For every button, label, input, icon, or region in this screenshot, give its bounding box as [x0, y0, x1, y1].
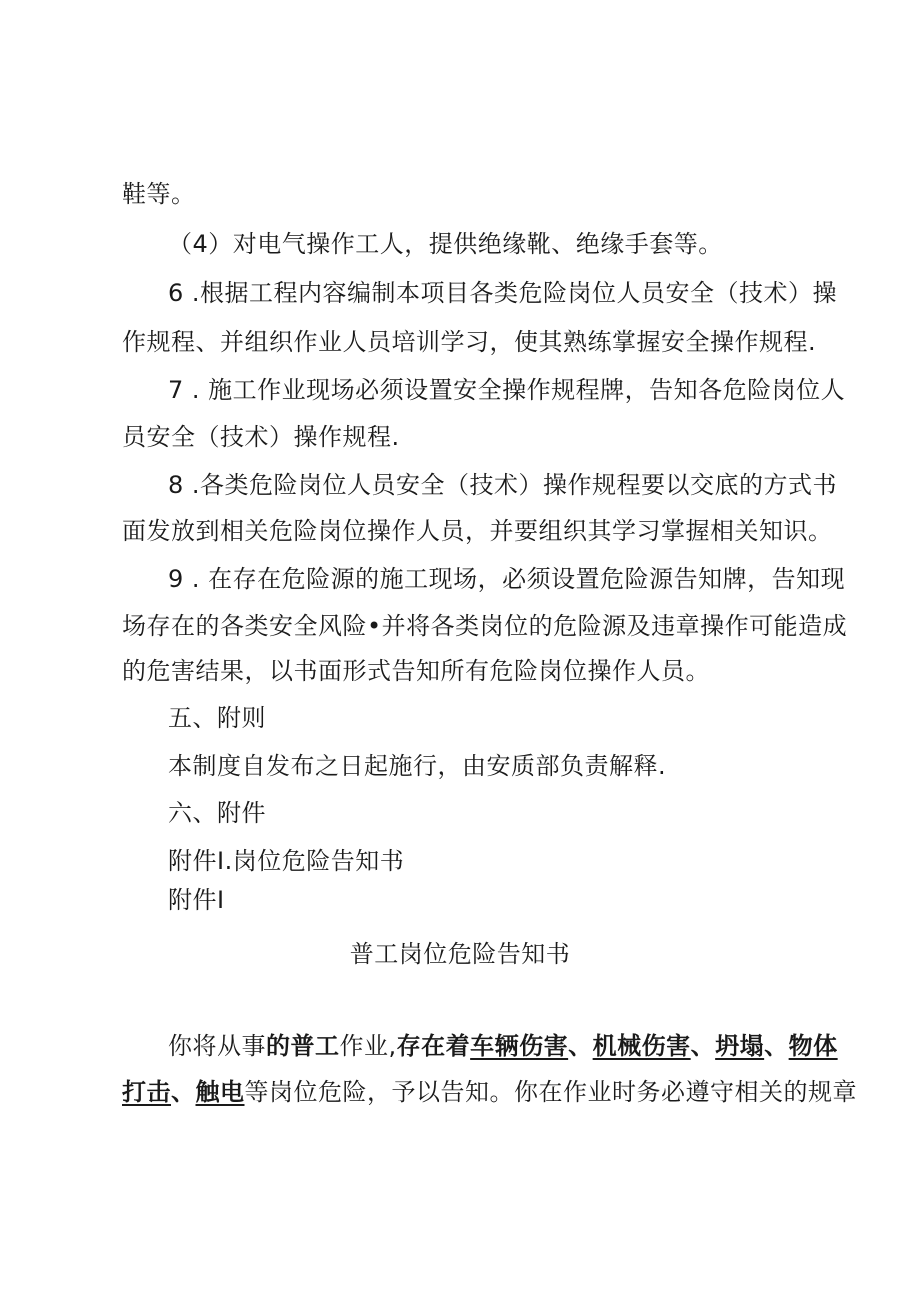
text-line: 面发放到相关危险岗位操作人员，并要组织其学习掌握相关知识。: [122, 517, 833, 545]
hazard-term: 坍塌: [715, 1032, 765, 1060]
notice-text: 你将从事: [168, 1032, 266, 1060]
text-line: 附件Ⅰ.岗位危险告知书: [168, 847, 405, 875]
notice-title: 普工岗位危险告知书: [349, 940, 571, 968]
notice-text: 作业,: [339, 1032, 397, 1060]
text-line: 场存在的各类安全风险•并将各类岗位的危险源及违章操作可能造成: [122, 612, 848, 640]
text-line: 鞋等。: [122, 180, 196, 208]
text-line: 7 . 施工作业现场必须设置安全操作规程牌，告知各危险岗位人: [168, 376, 846, 404]
notice-bold-text: 的普工: [266, 1032, 340, 1060]
text-line: 本制度自发布之日起施行，由安质部负责解释.: [168, 752, 667, 780]
hazard-term: 机械伤害: [592, 1032, 691, 1060]
text-line: （4）对电气操作工人，提供绝缘靴、绝缘手套等。: [168, 230, 723, 258]
text-line: 8 .各类危险岗位人员安全（技术）操作规程要以交底的方式书: [168, 471, 838, 499]
hazard-term: 车辆伤害: [470, 1032, 569, 1060]
section-heading: 六、附件: [168, 799, 266, 827]
notice-text: 等岗位危险，予以告知。你在作业时务必遵守相关的规章: [244, 1078, 857, 1106]
notice-bold-text: 存在着: [396, 1032, 471, 1060]
notice-bold-text: 、: [171, 1078, 196, 1106]
text-line: 员安全（技术）操作规程.: [122, 423, 400, 451]
notice-line-2: [122, 1076, 857, 1108]
text-line: 9 . 在存在危险源的施工现场，必须设置危险源告知牌，告知现: [168, 565, 846, 593]
text-line: 6 .根据工程内容编制本项目各类危险岗位人员安全（技术）操: [168, 279, 838, 307]
notice-bold-text: 、: [568, 1032, 593, 1060]
text-line: 的危害结果，以书面形式告知所有危险岗位操作人员。: [122, 657, 710, 685]
notice-line-1: [168, 1030, 838, 1062]
text-line: 作规程、并组织作业人员培训学习，使其熟练掌握安全操作规程.: [122, 328, 817, 356]
notice-bold-text: 、: [764, 1032, 789, 1060]
hazard-term: 打击: [122, 1078, 171, 1106]
hazard-term: 物体: [788, 1032, 838, 1060]
notice-bold-text: 、: [690, 1032, 716, 1060]
section-heading: 五、附则: [168, 704, 266, 732]
hazard-term: 触电: [195, 1078, 245, 1106]
attachment-label: 附件Ⅰ: [168, 886, 225, 914]
